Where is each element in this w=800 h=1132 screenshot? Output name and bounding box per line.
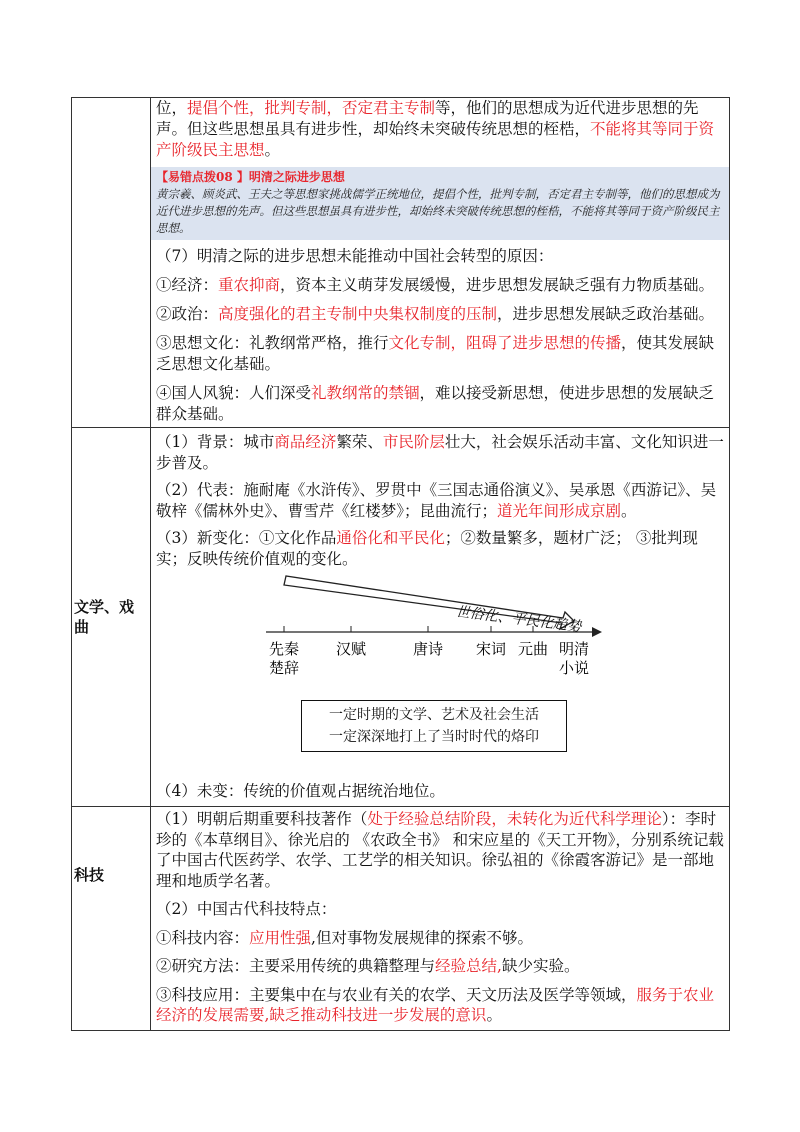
science-features-heading: （2）中国古代科技特点： <box>156 900 337 918</box>
imprint-line: 一定深深地打上了当时时代的烙印 <box>329 729 539 745</box>
reason-politics: ②政治：高度强化的君主专制中央集权制度的压制，进步思想发展缺乏政治基础。 <box>156 305 715 323</box>
imprint-line: 一定时期的文学、艺术及社会生活 <box>329 707 539 723</box>
science-content <box>151 807 729 1030</box>
literature-content <box>151 428 729 806</box>
trend-label: 世俗化、平民化趋势 <box>455 604 583 636</box>
highlight: 通俗化和平民化 <box>336 529 445 547</box>
literature-unchanged: （4）未变：传统的价值观占据统治地位。 <box>156 782 445 800</box>
era-imprint-box <box>301 700 567 752</box>
era-label: 宋词 <box>475 640 507 658</box>
content-table <box>71 97 730 1031</box>
reasons-heading: （7）明清之际的进步思想未能推动中国社会转型的原因： <box>156 247 554 265</box>
science-content-feature: ①科技内容：应用性强,但对事物发展规律的探索不够。 <box>156 928 533 947</box>
science-method-feature: ②研究方法：主要采用传统的典籍整理与经验总结,缺少实验。 <box>156 957 580 975</box>
error-tip-box <box>151 167 729 240</box>
literature-trend-diagram <box>156 572 725 777</box>
era-label: 先秦 <box>268 640 300 658</box>
thought-intro: 位，提倡个性，批判专制，否定君主专制等，他们的思想成为近代进步思想的先声。但这些思想虽具有进步性，却始终未突破传统思想的桎梏，不能将其等同于资产阶级民主思想。 <box>156 99 715 159</box>
era-label: 小说 <box>558 659 590 677</box>
highlight: 服务于农业经济的发展需要,缺乏推动科技进一步发展的意识 <box>156 985 715 1024</box>
thought-content <box>151 98 729 427</box>
era-label: 唐诗 <box>412 640 444 658</box>
reason-culture: ③思想文化：礼教纲常严格，推行文化专制，阻碍了进步思想的传播，使其发展缺乏思想文化基础。 <box>156 334 715 373</box>
era-label: 明清 <box>558 640 590 658</box>
timeline-arrowhead <box>592 627 602 637</box>
literature-label: 文学、戏曲 <box>72 428 151 806</box>
highlight: 经验总结, <box>435 957 502 975</box>
science-works: （1）明朝后期重要科技著作（处于经验总结阶段，未转化为近代科学理论）：李时珍的《本草纲目》、徐光启的 《农政全书》 和宋应星的《天工开物》，分别系统记载了中国古代医药学、农学、工艺学的相关知识。徐弘祖的《徐霞客游记》是一部地理和地质学名著。 <box>156 810 724 890</box>
reason-people: ④国人风貌：人们深受礼教纲常的禁锢，难以接受新思想，使进步思想的发展缺乏群众基础。 <box>156 384 715 423</box>
science-application-feature: ③科技应用：主要集中在与农业有关的农学、天文历法及医学等领域，服务于农业经济的发展需要,缺乏推动科技进一步发展的意识。 <box>156 985 715 1024</box>
error-tip-title: 【易错点拨08 】明清之际进步思想 <box>156 170 345 184</box>
reason-economy: ①经济：重农抑商，资本主义萌芽发展缓慢，进步思想发展缺乏强有力物质基础。 <box>156 276 715 294</box>
highlight: 市民阶层 <box>382 433 445 451</box>
literature-representatives: （2）代表：施耐庵《水浒传》、罗贯中《三国志通俗演义》、吴承恩《西游记》、吴敬梓《儒林外史》、曹雪芹《红楼梦》；昆曲流行；道光年间形成京剧。 <box>156 481 717 520</box>
literature-row <box>72 427 729 806</box>
science-label: 科技 <box>72 807 151 1030</box>
highlight: 应用性强 <box>249 928 312 947</box>
literature-background: （1）背景：城市商品经济繁荣、市民阶层壮大，社会娱乐活动丰富、文化知识进一步普及。 <box>156 433 724 472</box>
highlight: 道光年间形成京剧 <box>497 502 622 520</box>
highlight: 处于经验总结阶段，未转化为近代科学理论 <box>367 810 662 828</box>
error-tip-body: 黄宗羲、顾炎武、王夫之等思想家挑战儒学正统地位，提倡个性，批判专制，否定君主专制等，他们的思想成为近代进步思想的先声。但这些思想虽具有进步性，却始终未突破传统思想的桎梏，不能将其等同于资产阶级民主思想。 <box>156 187 720 235</box>
era-label: 汉赋 <box>335 640 367 658</box>
highlight: 礼教纲常的禁锢 <box>311 384 420 402</box>
highlight: 高度强化的君主专制中央集权制度的压制 <box>218 305 498 323</box>
era-label: 楚辞 <box>268 659 300 677</box>
era-label: 元曲 <box>517 640 549 658</box>
science-row <box>72 806 729 1030</box>
highlight: 文化专制，阻碍了进步思想的传播 <box>388 334 622 352</box>
literature-new-changes: （3）新变化：①文化作品通俗化和平民化；②数量繁多，题材广泛； ③批判现实；反映传统价值观的变化。 <box>156 529 698 568</box>
thought-label-cell <box>72 98 151 427</box>
highlight: 重农抑商 <box>218 276 281 294</box>
highlight: 提倡个性，批判专制，否定君主专制 <box>187 99 436 117</box>
thought-row <box>72 98 729 427</box>
highlight: 不能将其等同于资产阶级民主思想 <box>156 120 715 159</box>
highlight: 商品经济 <box>274 433 337 451</box>
